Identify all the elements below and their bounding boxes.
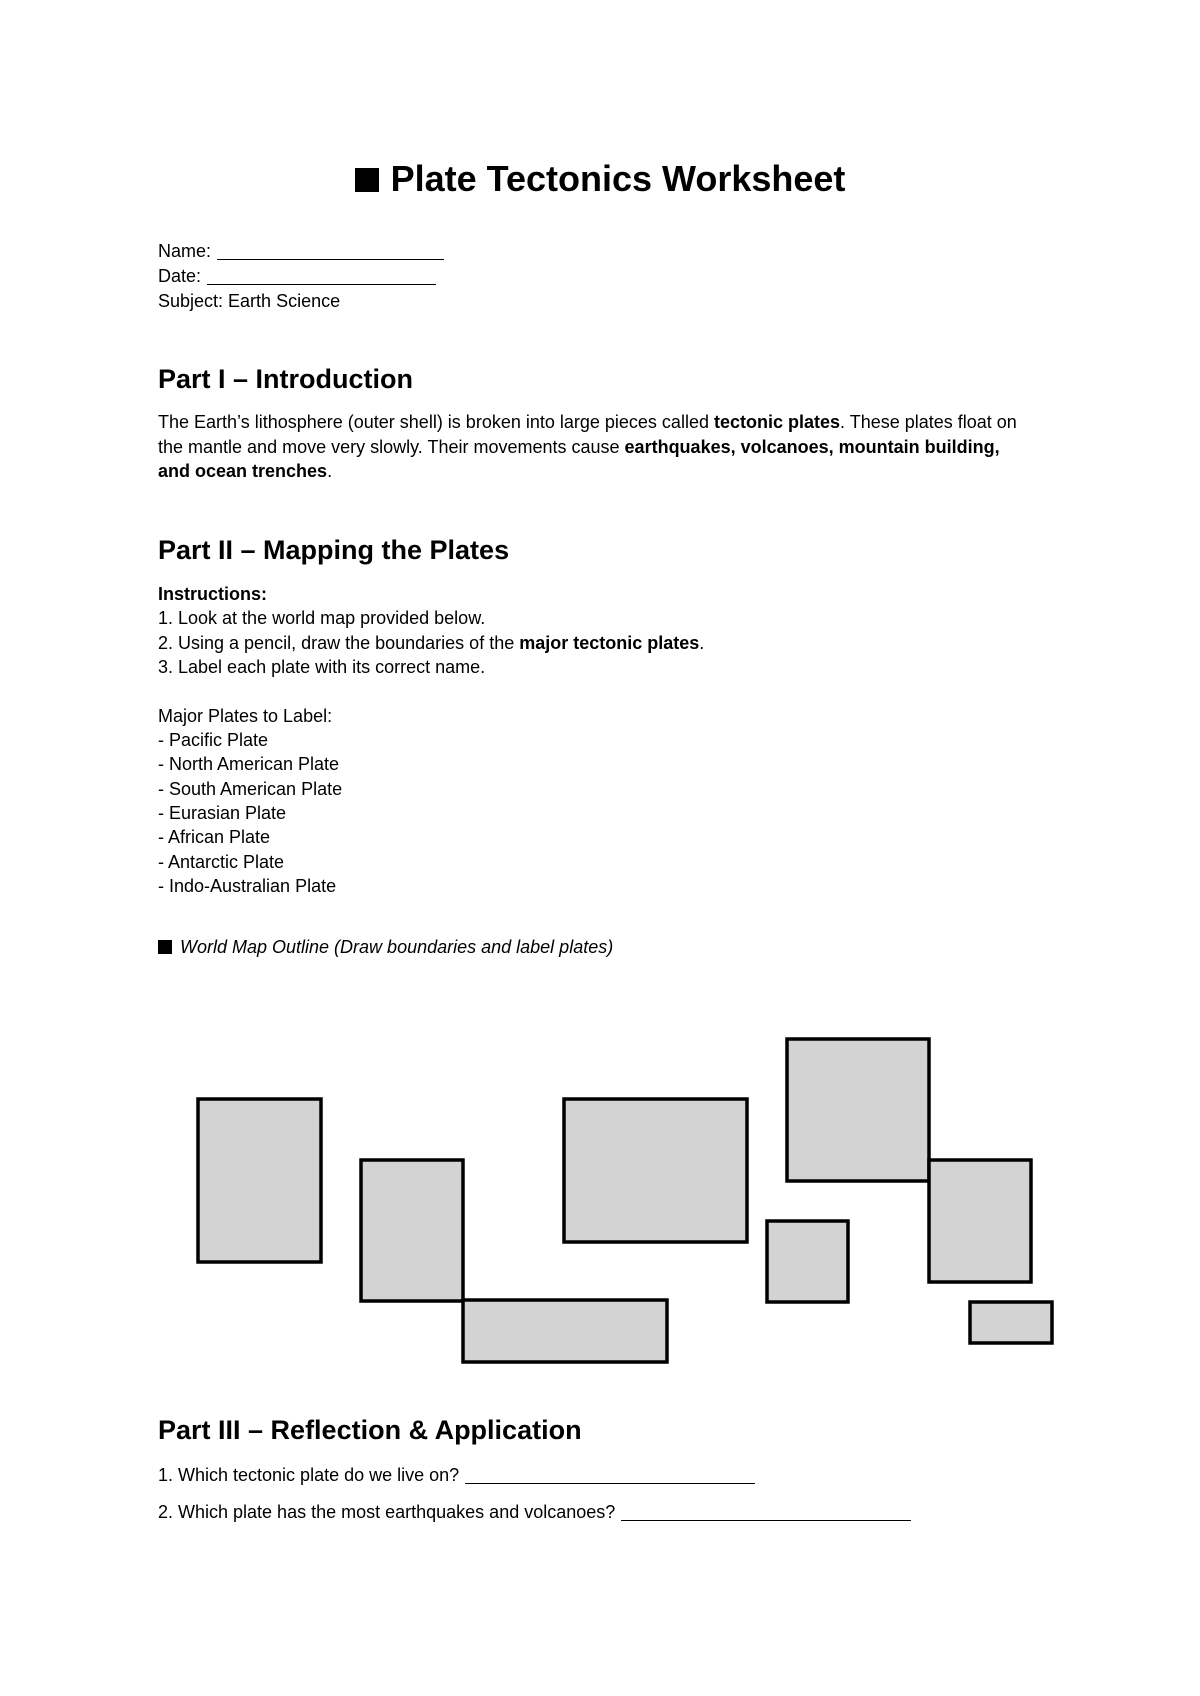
map-landmass-8 — [970, 1302, 1052, 1343]
map-landmass-5 — [787, 1039, 929, 1181]
map-landmass-1 — [198, 1099, 321, 1262]
question-1-text: 1. Which tectonic plate do we live on? — [158, 1465, 460, 1485]
map-landmass-7 — [929, 1160, 1031, 1282]
date-label: Date: — [158, 266, 202, 286]
answer-2-blank[interactable] — [621, 1502, 911, 1521]
subject-line: Subject: Earth Science — [158, 291, 341, 311]
question-1 — [158, 1463, 755, 1487]
answer-1-blank[interactable] — [465, 1465, 755, 1484]
name-label: Name: — [158, 241, 212, 261]
map-caption-text: World Map Outline (Draw boundaries and label plates) — [180, 937, 614, 957]
plate-list-item: - Antarctic Plate — [158, 852, 285, 872]
map-landmass-3 — [463, 1300, 667, 1362]
map-landmass-2 — [361, 1160, 463, 1301]
plate-list-item: - South American Plate — [158, 779, 343, 799]
part1-text-c: . — [327, 461, 333, 481]
plate-list-item: - Pacific Plate — [158, 730, 269, 750]
title-text: Plate Tectonics Worksheet — [390, 158, 846, 199]
instructions-label: Instructions: — [158, 584, 268, 604]
part1-bold-b: earthquakes, volcanoes, mountain building, and ocean trenches — [158, 436, 1000, 481]
step2-text-b: . — [699, 633, 705, 653]
map-landmass-4 — [564, 1099, 747, 1242]
part1-text-a: The Earth’s lithosphere (outer shell) is broken into large pieces called — [158, 412, 714, 432]
question-2 — [158, 1500, 911, 1524]
plates-label: Major Plates to Label: — [158, 706, 333, 726]
question-2-text: 2. Which plate has the most earthquakes and volcanoes? — [158, 1502, 616, 1522]
part3-heading: Part III – Reflection & Application — [158, 1415, 582, 1445]
part1-text-b: . These plates float on the mantle and move very slowly. Their movements cause — [158, 412, 1017, 457]
plate-list-item: - Indo-Australian Plate — [158, 876, 337, 896]
map-landmass-6 — [767, 1221, 848, 1302]
part2-heading: Part II – Mapping the Plates — [158, 535, 510, 565]
step2-text-a: 2. Using a pencil, draw the boundaries of the — [158, 633, 520, 653]
step2-bold: major tectonic plates — [519, 633, 700, 653]
part1-bold-a: tectonic plates — [713, 412, 841, 432]
plate-list-item: - Eurasian Plate — [158, 803, 287, 823]
instruction-step-1: 1. Look at the world map provided below. — [158, 608, 486, 628]
plate-list-item: - African Plate — [158, 827, 271, 847]
plate-list-item: - North American Plate — [158, 754, 340, 774]
part1-heading: Part I – Introduction — [158, 364, 414, 394]
instruction-step-3: 3. Label each plate with its correct name. — [158, 657, 486, 677]
